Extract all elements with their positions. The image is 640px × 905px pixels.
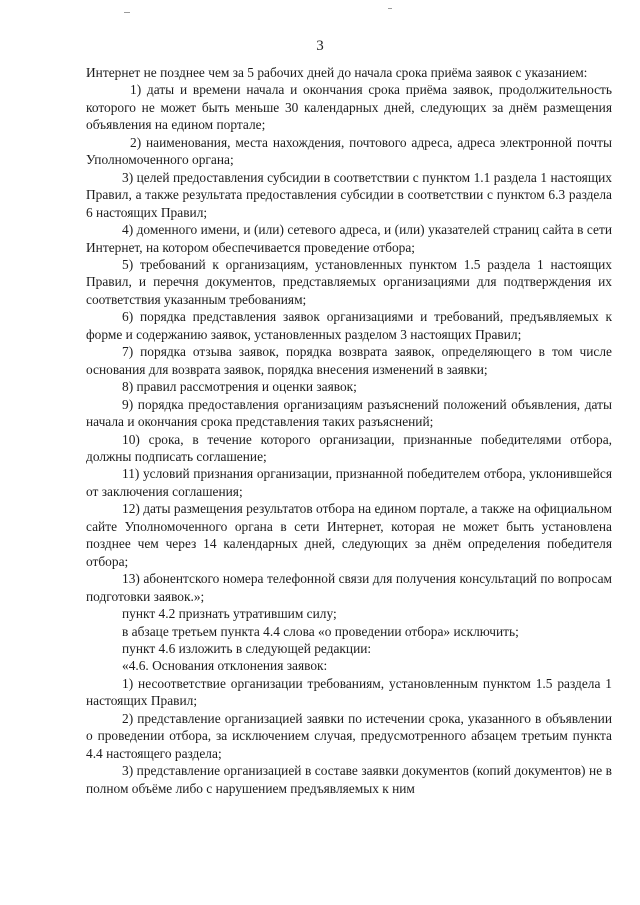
- list-item: 12) даты размещения результатов отбора на едином портале, а также на официальном сайте Уполномоченного органа в сети Интернет, которая не может быть установлена позднее чем через 14 календарных дней, следующих за днём определения победителя отбора;: [86, 501, 612, 569]
- list-item: 9) порядка предоставления организациям разъяснений положений объявления, даты начала и окончания срока представления таких разъяснений;: [86, 396, 612, 430]
- section-heading: «4.6. Основания отклонения заявок:: [122, 658, 328, 674]
- list-item: 3) представление организацией в составе заявки документов (копий документов) не в полном объёме либо с нарушением предъявляемых к ним: [86, 763, 612, 796]
- list-item: 3) целей предоставления субсидии в соответствии с пунктом 1.1 раздела 1 настоящих Правил, а также результата предоставления субсидии в соответствии с пунктом 6.3 раздела 6 настоящих Правил;: [86, 169, 612, 220]
- list-item: 10) срока, в течение которого организации, признанные победителями отбора, должны подписать соглашение;: [86, 431, 612, 464]
- paragraph: Интернет не позднее чем за 5 рабочих дней до начала срока приёма заявок с указанием:: [86, 65, 588, 80]
- list-item: 7) порядка отзыва заявок, порядка возврата заявок, определяющего в том числе основания для возврата заявок, порядка внесения изменений в заявки;: [86, 344, 612, 377]
- page-number: 3: [316, 38, 324, 54]
- paragraph: в абзаце третьем пункта 4.4 слова «о проведении отбора» исключить;: [122, 623, 519, 639]
- list-item: 11) условий признания организации, признанной победителем отбора, уклонившейся от заключения соглашения;: [86, 466, 612, 499]
- list-item: 13) абонентского номера телефонной связи для получения консультаций по вопросам подготовки заявок.»;: [86, 571, 612, 604]
- document-body: [86, 64, 612, 797]
- list-item: 8) правил рассмотрения и оценки заявок;: [122, 379, 357, 395]
- list-item: 1) несоответствие организации требованиям, установленным пунктом 1.5 раздела 1 настоящих Правил;: [86, 675, 612, 709]
- scan-mark: [388, 8, 392, 9]
- list-item: 4) доменного имени, и (или) сетевого адреса, и (или) указателей страниц сайта в сети Интернет, на котором обеспечивается проведение отбора;: [86, 222, 612, 255]
- list-item: 2) представление организацией заявки по истечении срока, указанного в объявлении о проведении отбора, за исключением случая, предусмотренного абзацем третьим пункта 4.4 настоящего раздела;: [86, 710, 612, 761]
- list-item: 5) требований к организациям, установленных пунктом 1.5 раздела 1 настоящих Правил, и перечня документов, представляемых организациями для подтверждения их соответствия указанным требованиям;: [86, 256, 612, 307]
- paragraph: пункт 4.2 признать утратившим силу;: [122, 606, 337, 622]
- list-item: 1) даты и времени начала и окончания срока приёма заявок, продолжительность которого не может быть меньше 30 календарных дней, следующих за днём размещения объявления на едином портале;: [86, 82, 612, 133]
- scan-mark: [124, 12, 130, 13]
- paragraph: пункт 4.6 изложить в следующей редакции:: [122, 640, 372, 656]
- list-item: 6) порядка представления заявок организациями и требований, предъявляемых к форме и содержанию заявок, установленных разделом 3 настоящих Правил;: [86, 309, 612, 342]
- list-item: 2) наименования, места нахождения, почтового адреса, адреса электронной почты Уполномоченного органа;: [86, 134, 612, 168]
